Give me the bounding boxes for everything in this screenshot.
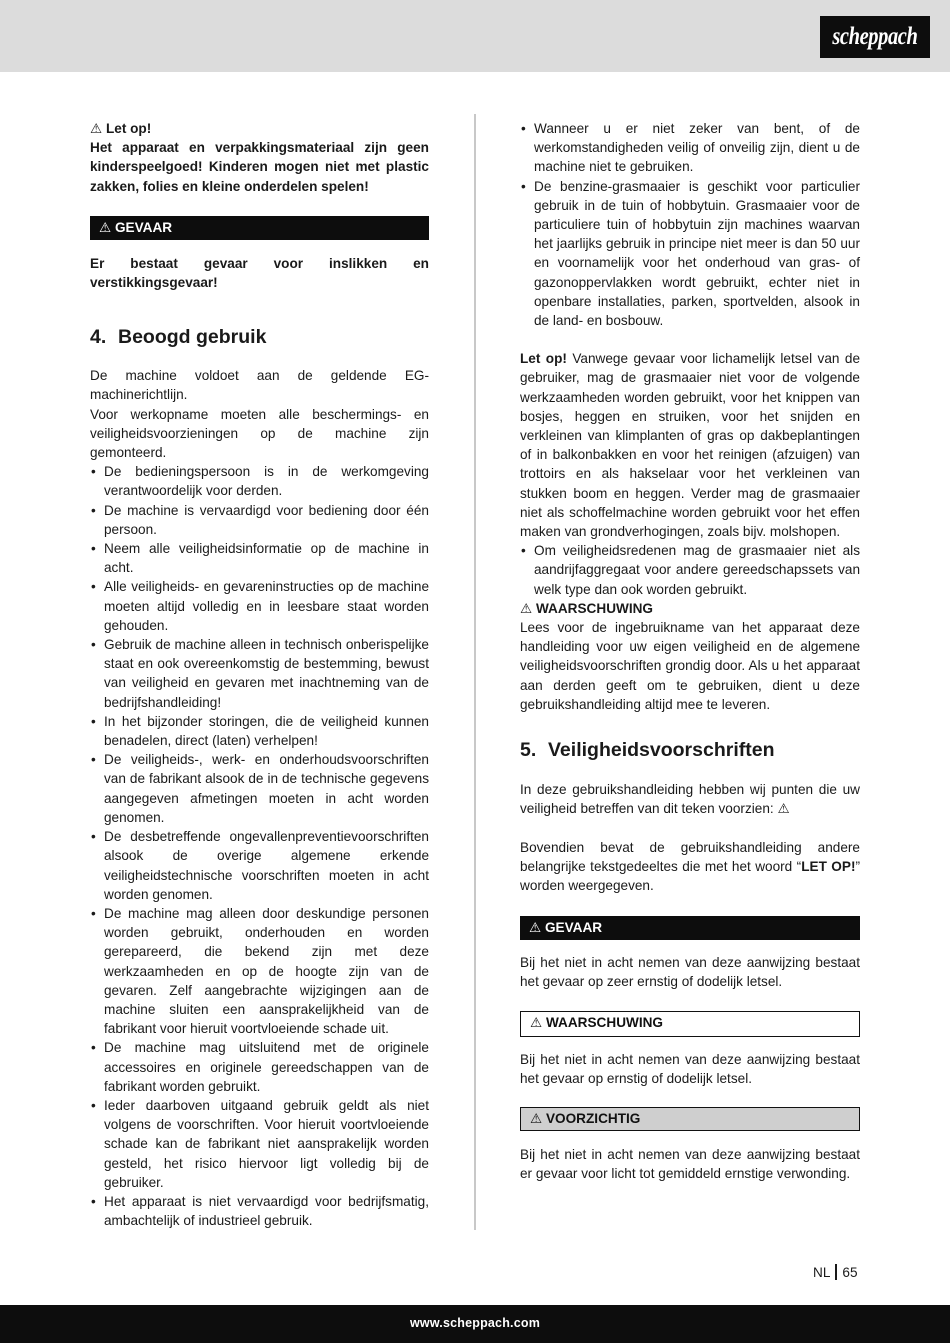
- intro-paragraph-1: De machine voldoet aan de geldende EG-machinerichtlijn.: [90, 368, 429, 403]
- list-item: • De desbetreffende ongevallenpreventievoorschriften alsook de overige algemene erkende veiligheidstechnische voorschriften moeten in acht worden genomen.: [90, 827, 429, 904]
- page-separator: [835, 1264, 837, 1280]
- list-item: • Om veiligheidsredenen mag de grasmaaier niet als aandrijfaggregaat voor andere gereedschapssets van welk type dan ook worden gebruikt.: [520, 541, 860, 599]
- footer-bar: [0, 1305, 950, 1343]
- section-4-number: 4.: [90, 326, 107, 349]
- mid-bullet-list: [520, 541, 860, 599]
- list-item: • De benzine-grasmaaier is geschikt voor particulier gebruik in de tuin of hobbytuin. Grasmaaier voor de particuliere tuin of hobbytuin zijn machines waarvan het jaarlijks gebruik in principe niet meer is dan 50 uur en voornamelijk voor het onderhoud van gras- of gazonoppervlakken wordt gebruikt, echter niet in openbare installaties, parken, sportvelden, alsook in de land- en bosbouw.: [520, 177, 860, 331]
- caution-level-text: Bij het niet in acht nemen van deze aanwijzing bestaat er gevaar voor licht tot gemiddeld ernstige verwonding.: [520, 1146, 860, 1182]
- letop-text: Vanwege gevaar voor lichamelijk letsel van de gebruiker, mag de grasmaaier niet voor de volgende werkzaamheden worden gebruikt, voor het knippen van bosjes, heggen en struiken, voor het snijden en verkleinen van klimplanten of gras op dakbeplantingen of in balkonbakken en voor het reinigen (afzuigen) van trottoirs en als hakselaar voor het verkleinen van stukken boom en heggen. Verder mag de grasmaaier niet als schoffelmachine worden gebruikt voor het effen maken van grondverhogingen, zoals bijv. molshopen.: [520, 351, 861, 540]
- section-5-paragraph-1: In deze gebruikshandleiding hebben wij punten die uw veiligheid betreffen van dit teken voorzien: ⚠: [520, 782, 860, 817]
- section-4-title: Beoogd gebruik: [118, 326, 267, 349]
- footer-url[interactable]: www.scheppach.com: [409, 1316, 541, 1330]
- letop-keyword: LET OP!: [801, 858, 856, 874]
- list-item: • In het bijzonder storingen, die de veiligheid kunnen benadelen, direct (laten) verhelpen!: [90, 712, 429, 750]
- left-column: [90, 119, 429, 1230]
- list-item: • De machine mag uitsluitend met de originele accessoires en originele gereedschappen van de fabrikant worden gebruikt.: [90, 1038, 429, 1096]
- list-item: • Neem alle veiligheidsinformatie op de machine in acht.: [90, 539, 429, 577]
- top-bullet-list: [520, 119, 860, 330]
- list-item: • De veiligheids-, werk- en onderhoudsvoorschriften van de fabrikant alsook de in de technische gegevens aangegeven afmetingen moeten in acht worden genomen.: [90, 750, 429, 827]
- list-item: • Gebruik de machine alleen in technisch onberispelijke staat en ook overeenkomstig de bestemming, bewust van veiligheid en gevaren met inachtneming van de bedrijfshandleiding!: [90, 635, 429, 712]
- paragraph-text: Bovendien bevat de gebruikshandleiding andere belangrijke tekstgedeeltes die met het woord “: [520, 839, 860, 874]
- language-code: NL: [813, 1265, 831, 1280]
- section-5-title: Veiligheidsvoorschriften: [548, 739, 775, 762]
- list-item: • De machine is vervaardigd voor bediening door één persoon.: [90, 501, 429, 539]
- list-item: • Ieder daarboven uitgaand gebruik geldt als niet volgens de voorschriften. Voor hieruit voortvloeiende schade kan de fabrikant niet aansprakelijk worden gesteld, het risico hiervoor ligt volledig bij de gebruiker.: [90, 1096, 429, 1192]
- header-bar: [0, 0, 950, 72]
- letop-paragraph: [520, 349, 860, 541]
- attention-text: Het apparaat en verpakkingsmateriaal zijn geen kinderspeelgoed! Kinderen mogen niet met plastic zakken, folies en kleine onderdelen spelen!: [90, 140, 429, 194]
- warning-level-box: ⚠ WAARSCHUWING: [520, 1011, 860, 1037]
- usage-bullet-list: [90, 462, 429, 1230]
- right-column: [520, 119, 860, 1183]
- list-item: • De machine mag alleen door deskundige personen worden gebruikt, onderhouden en worden gerepareerd, die bekend zijn met deze werkzaamheden en op de hoogte zijn van de gevaren. Zelf aangebrachte wijzigingen aan de machine sluiten een aansprakelijkheid van de fabrikant voor hieruit voortvloeiende schade uit.: [90, 904, 429, 1038]
- danger-box: ⚠ GEVAAR: [90, 216, 429, 240]
- list-item: • Wanneer u er niet zeker van bent, of de werkomstandigheden veilig of onveilig zijn, dient u de machine niet te gebruiken.: [520, 119, 860, 177]
- page-number: [813, 1264, 858, 1282]
- section-5-paragraph-2: [520, 838, 860, 896]
- warning-title: ⚠ WAARSCHUWING: [520, 600, 654, 616]
- warning-text: Lees voor de ingebruikname van het apparaat deze handleiding voor uw eigen veiligheid en de algemene veiligheidsvoorschriften grondig door. Als u het apparaat aan derden geeft om te gebruiken, dient u deze gebruikshandleiding altijd mee te leveren.: [520, 620, 860, 712]
- letop-label: Let op!: [520, 351, 567, 367]
- danger-text: Er bestaat gevaar voor inslikken en verstikkingsgevaar!: [90, 255, 429, 291]
- list-item: • De bedieningspersoon is in de werkomgeving verantwoordelijk voor derden.: [90, 462, 429, 500]
- warning-level-text: Bij het niet in acht nemen van deze aanwijzing bestaat het gevaar op ernstig of dodelijk letsel.: [520, 1051, 860, 1086]
- section-4-heading: [90, 325, 429, 349]
- column-divider: [474, 114, 476, 1230]
- list-item: • Alle veiligheids- en gevareninstructies op de machine moeten altijd volledig en in leesbare staat worden gehouden.: [90, 577, 429, 635]
- paragraph-text: ” worden weergegeven.: [520, 858, 860, 893]
- section-5-number: 5.: [520, 739, 537, 762]
- list-item: • Het apparaat is niet vervaardigd voor bedrijfsmatig, ambachtelijk of industrieel gebruik.: [90, 1192, 429, 1230]
- brand-logo: scheppach: [820, 16, 930, 58]
- caution-level-box: ⚠ VOORZICHTIG: [520, 1107, 860, 1131]
- section-5-heading: [520, 738, 860, 762]
- danger-level-box: ⚠ GEVAAR: [520, 916, 860, 940]
- attention-title: ⚠ Let op!: [90, 121, 152, 136]
- page-number-value: 65: [842, 1265, 858, 1280]
- danger-level-text: Bij het niet in acht nemen van deze aanwijzing bestaat het gevaar op zeer ernstig of dodelijk letsel.: [520, 955, 860, 990]
- intro-paragraph-2: Voor werkopname moeten alle beschermings- en veiligheidsvoorzieningen op de machine zijn gemonteerd.: [90, 406, 429, 461]
